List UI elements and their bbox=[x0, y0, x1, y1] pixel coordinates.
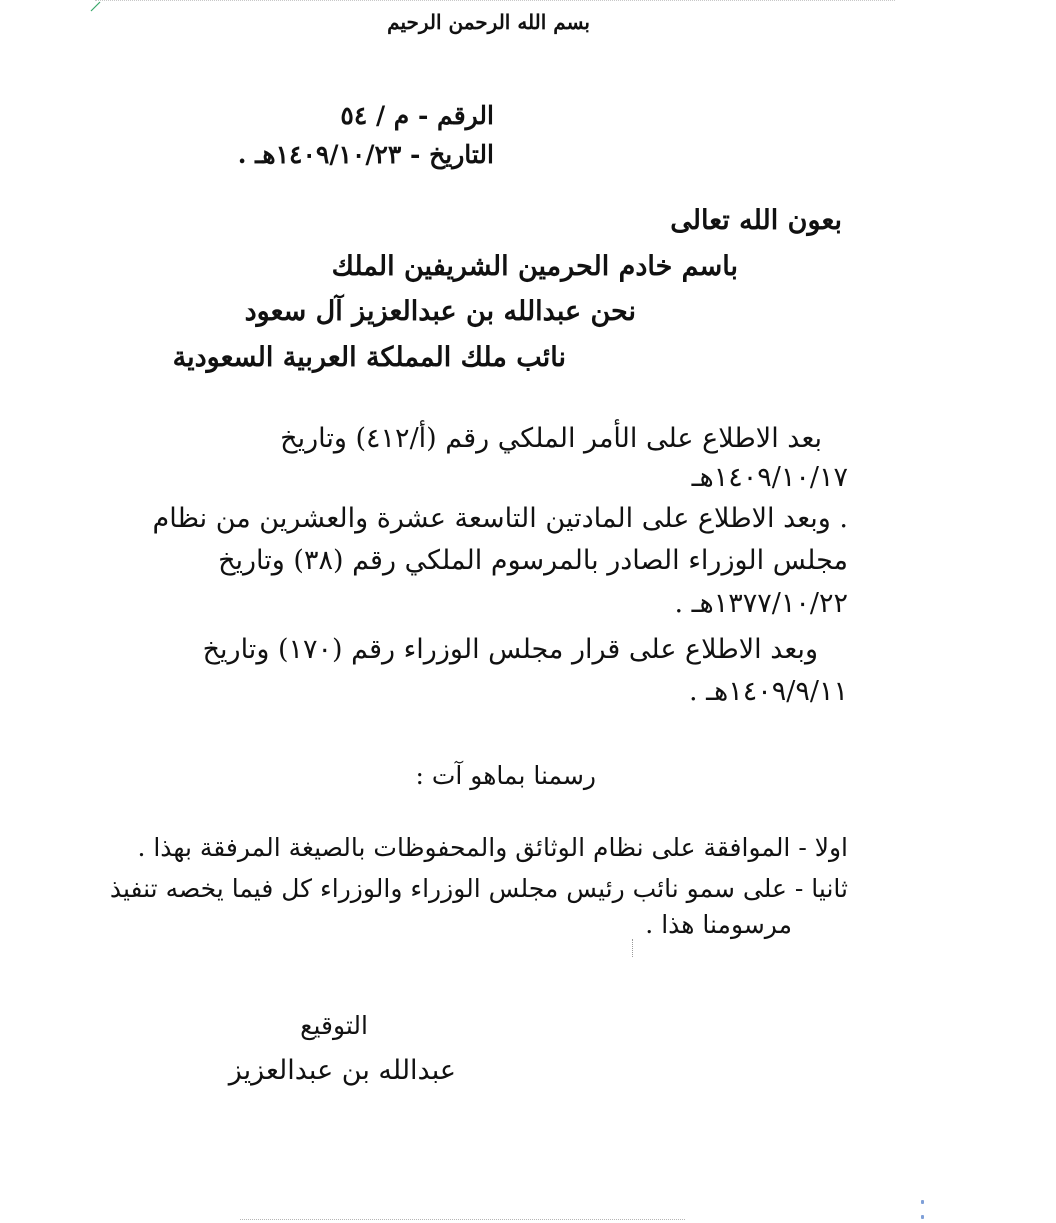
bottom-divider bbox=[240, 1219, 685, 1220]
opening-line-4: نائب ملك المملكة العربية السعودية bbox=[172, 342, 566, 373]
opening-line-1: بعون الله تعالى bbox=[670, 205, 842, 236]
reference-date: التاريخ - ١٤٠٩/١٠/٢٣هـ . bbox=[237, 140, 494, 169]
top-divider bbox=[95, 0, 895, 1]
article-2: ثانيا - على سمو نائب رئيس مجلس الوزراء والوزراء كل فيما يخصه تنفيذ bbox=[109, 874, 848, 903]
signature-name: عبدالله بن عبدالعزيز bbox=[228, 1055, 456, 1086]
body-line-1: بعد الاطلاع على الأمر الملكي رقم (أ/٤١٢) وتاريخ bbox=[280, 423, 822, 454]
basmala: بسم الله الرحمن الرحيم bbox=[387, 10, 590, 34]
reference-number: الرقم - م / ٥٤ bbox=[340, 101, 494, 130]
article-1: اولا - الموافقة على نظام الوثائق والمحفوظات بالصيغة المرفقة بهذا . bbox=[137, 833, 848, 862]
decree-intro: رسمنا بماهو آت : bbox=[415, 761, 596, 790]
body-line-4: مجلس الوزراء الصادر بالمرسوم الملكي رقم (٣٨) وتاريخ bbox=[218, 545, 848, 576]
opening-line-3: نحن عبدالله بن عبدالعزيز آل سعود bbox=[244, 296, 636, 327]
body-line-2: ١٤٠٩/١٠/١٧هـ bbox=[691, 462, 848, 493]
green-corner-mark bbox=[90, 0, 102, 12]
article-2-continued: مرسومنا هذا . bbox=[645, 910, 792, 939]
margin-mark bbox=[921, 1200, 924, 1204]
opening-line-2: باسم خادم الحرمين الشريفين الملك bbox=[331, 251, 738, 282]
margin-mark bbox=[921, 1215, 924, 1219]
signature-label: التوقيع bbox=[300, 1011, 368, 1040]
body-line-3: . وبعد الاطلاع على المادتين التاسعة عشرة والعشرين من نظام bbox=[152, 503, 848, 534]
body-line-6: وبعد الاطلاع على قرار مجلس الوزراء رقم (١٧٠) وتاريخ bbox=[202, 634, 818, 665]
body-line-7: ١٤٠٩/٩/١١هـ . bbox=[688, 676, 848, 707]
body-line-5: ١٣٧٧/١٠/٢٢هـ . bbox=[674, 588, 848, 619]
scan-speck bbox=[632, 939, 636, 957]
